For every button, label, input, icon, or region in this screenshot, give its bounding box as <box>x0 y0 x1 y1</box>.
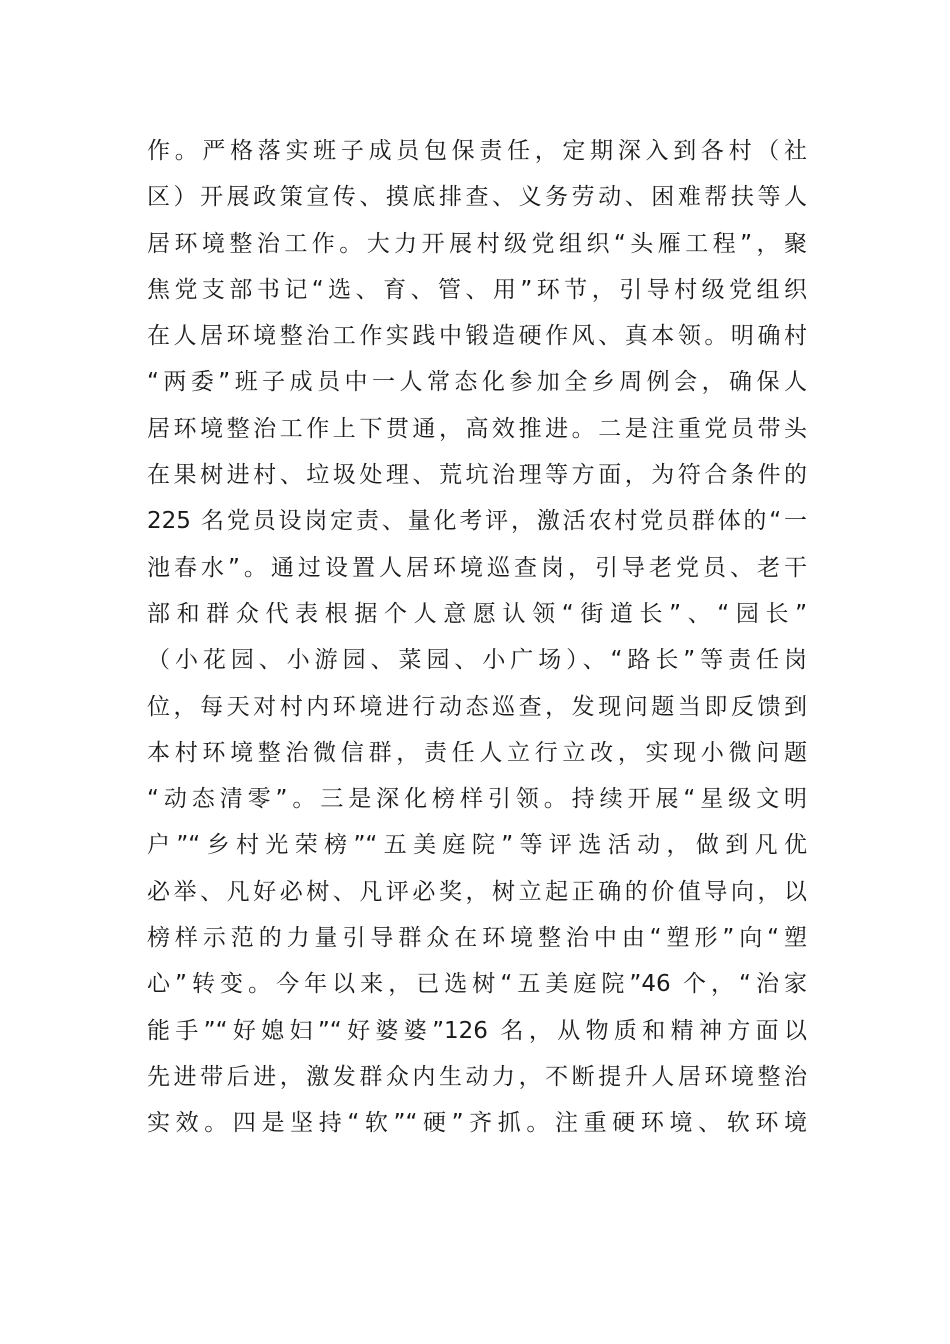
text-line: 在人居环境整治工作实践中锻造硬作风、真本领。明确村 <box>147 323 807 350</box>
text-line: 作。严格落实班子成员包保责任，定期深入到各村（社 <box>147 138 807 164</box>
text-line: 位，每天对村内环境进行动态巡查，发现问题当即反馈到 <box>147 693 807 720</box>
text-line: 池春水”。通过设置人居环境巡查岗，引导老党员、老干 <box>147 554 807 581</box>
text-line: 先进带后进，激发群众内生动力，不断提升人居环境整治 <box>147 1063 807 1090</box>
text-line: （小花园、小游园、菜园、小广场）、“路长”等责任岗 <box>147 647 807 674</box>
text-line: “动态清零”。三是深化榜样引领。持续开展“星级文明 <box>147 786 807 813</box>
text-line: 心”转变。今年以来，已选树“五美庭院”46 个，“治家 <box>147 971 807 998</box>
text-line: 225 名党员设岗定责、量化考评，激活农村党员群体的“一 <box>147 508 807 535</box>
text-line: 户”“乡村光荣榜”“五美庭院”等评选活动，做到凡优 <box>147 832 807 859</box>
text-line: 居环境整治工作。大力开展村级党组织“头雁工程”，聚 <box>147 230 807 257</box>
text-line: 部和群众代表根据个人意愿认领“街道长”、“园长” <box>147 600 807 627</box>
text-line: 榜样示范的力量引导群众在环境整治中由“塑形”向“塑 <box>147 925 807 952</box>
text-line: 在果树进村、垃圾处理、荒坑治理等方面，为符合条件的 <box>147 462 807 489</box>
text-line: 本村环境整治微信群，责任人立行立改，实现小微问题 <box>147 739 807 766</box>
text-line: 实效。四是坚持“软”“硬”齐抓。注重硬环境、软环境 <box>147 1110 807 1137</box>
body-text <box>147 128 807 1147</box>
text-line: 区）开展政策宣传、摸底排查、义务劳动、困难帮扶等人 <box>147 184 807 211</box>
text-line: 居环境整治工作上下贯通，高效推进。二是注重党员带头 <box>147 415 807 442</box>
text-line: 必举、凡好必树、凡评必奖，树立起正确的价值导向，以 <box>147 878 807 905</box>
text-line: 能手”“好媳妇”“好婆婆”126 名，从物质和精神方面以 <box>147 1017 807 1044</box>
text-line: 焦党支部书记“选、育、管、用”环节，引导村级党组织 <box>147 276 807 303</box>
text-line: “两委”班子成员中一人常态化参加全乡周例会，确保人 <box>147 369 807 396</box>
